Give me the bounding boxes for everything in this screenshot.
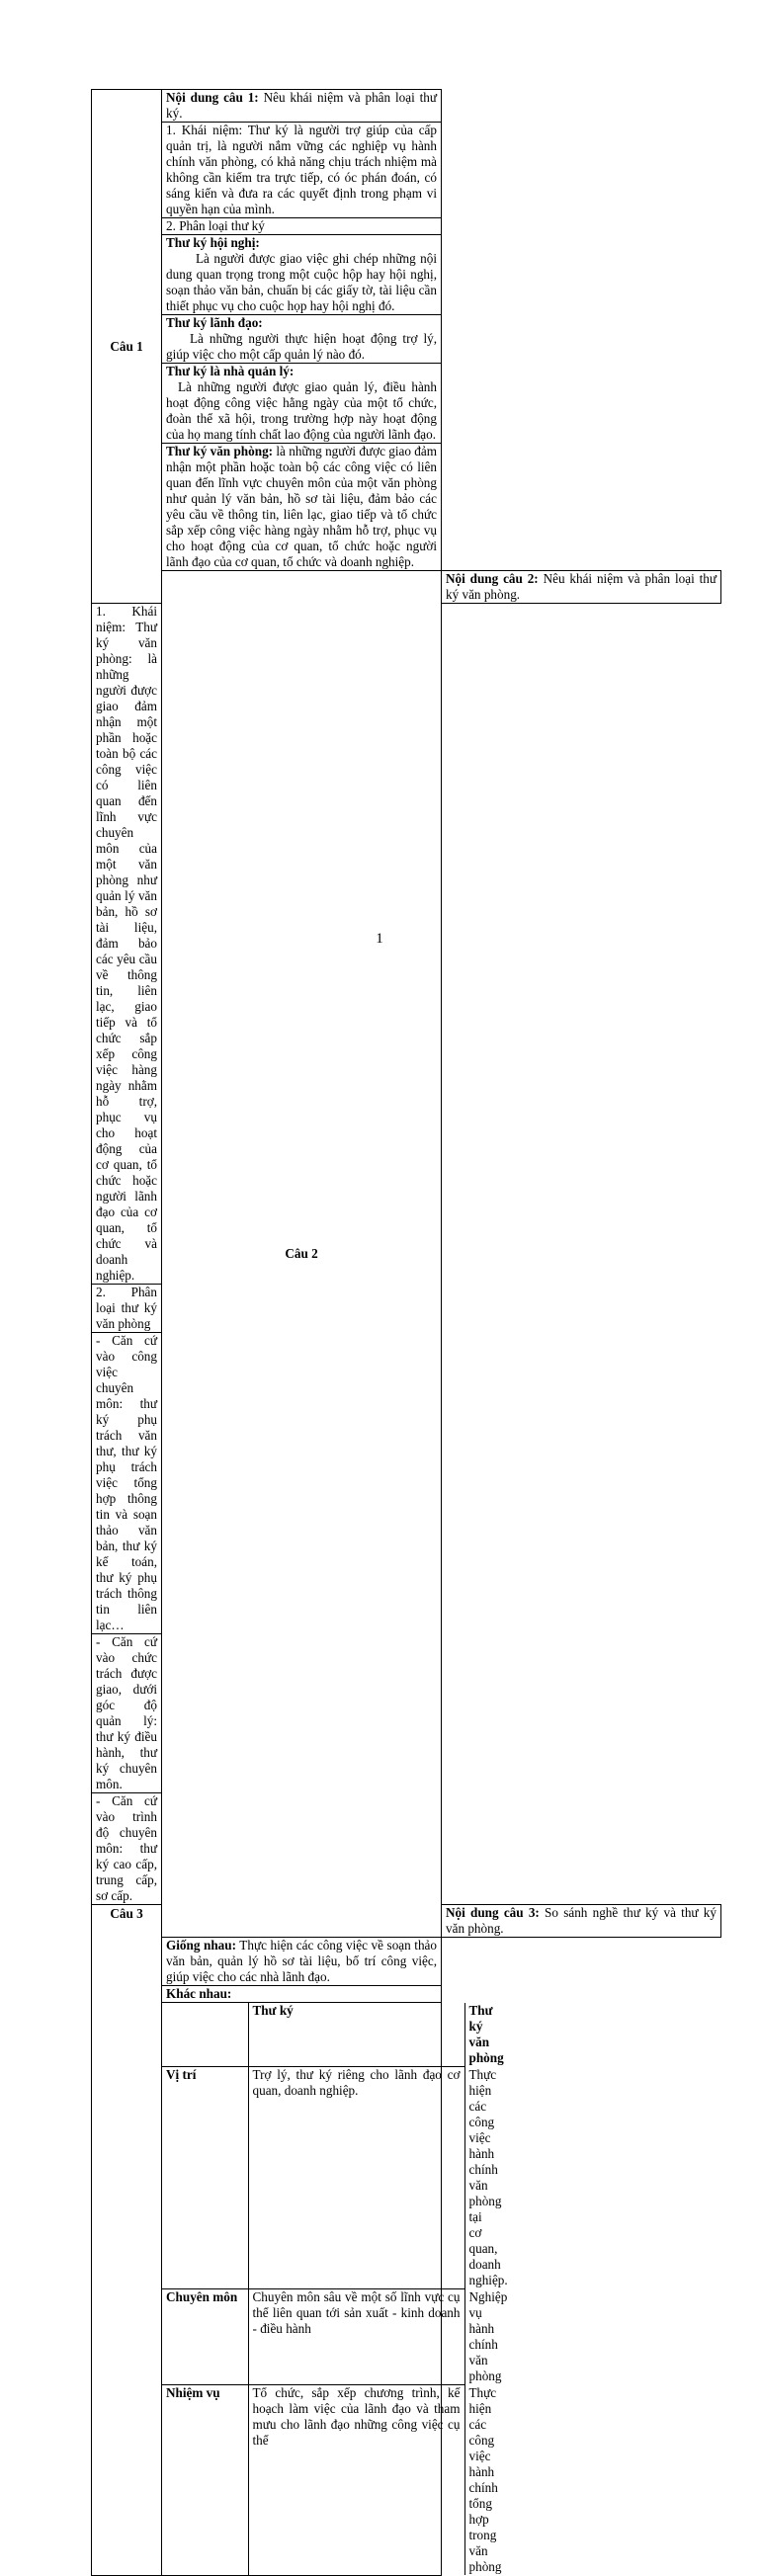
q3-title bbox=[442, 1905, 721, 1938]
q1-manager bbox=[162, 364, 442, 444]
q3-label: Câu 3 bbox=[92, 1905, 162, 2576]
q1-conference bbox=[162, 235, 442, 315]
q1-manager-body: Là những người được giao quản lý, điều hành hoạt động công việc hằng ngày của một tổ chức, đoàn thể xã hội, trong trường hợp này hoạt động của họ mang tính chất lao động của người lãnh đạo. bbox=[166, 379, 437, 442]
q3-same-body: Thực hiện các công việc về soạn thảo văn bản, quản lý hồ sơ tài liệu, bố trí công việc, giúp việc cho các nhà lãnh đạo. bbox=[166, 1938, 437, 1984]
q3-title-rest: So sánh nghề thư ký và thư ký văn phòng. bbox=[446, 1905, 717, 1936]
q3-title-bold: Nội dung câu 3: bbox=[446, 1905, 540, 1920]
q1-concept: 1. Khái niệm: Thư ký là người trợ giúp của cấp quản trị, là người nắm vững các nghiệp vụ hành chính văn phòng, có khả năng chịu trách nhiệm mà không cần kiểm tra trực tiếp, có óc phán đoán, có sáng kiến và đưa ra các quyết định trong phạm vi quyền hạn của mình. bbox=[162, 123, 442, 218]
compare-row-label: Vị trí bbox=[162, 2067, 248, 2289]
q3-same bbox=[162, 1938, 442, 1986]
compare-row-position: Vị trí Trợ lý, thư ký riêng cho lãnh đạo cơ quan, doanh nghiệp. Thực hiện các công việc hành chính văn phòng tại cơ quan, doanh nghiệp. bbox=[162, 2067, 464, 2289]
q3-compare-cell bbox=[162, 2003, 508, 2576]
q1-leader-body: Là những người thực hiện hoạt động trợ lý, giúp việc cho một cấp quản lý nào đó. bbox=[166, 331, 437, 362]
compare-table bbox=[162, 2003, 508, 2575]
q2-classify: 2. Phân loại thư ký văn phòng bbox=[92, 1285, 162, 1333]
compare-header-row: Thư ký Thư ký văn phòng bbox=[162, 2003, 464, 2067]
q2-concept: 1. Khái niệm: Thư ký văn phòng: là những người được giao đảm nhận một phần hoặc toàn bộ các công việc có liên quan đến lĩnh vực chuyên môn của một văn phòng như quản lý văn bản, hồ sơ tài liệu, đảm bảo các yêu cầu về thông tin, liên lạc, giao tiếp và tổ chức sắp xếp công việc hàng ngày nhằm hỗ trợ, phục vụ cho hoạt động của cơ quan, tổ chức hoặc người lãnh đạo của cơ quan, tổ chức và doanh nghiệp. bbox=[92, 604, 162, 1285]
q1-label: Câu 1 bbox=[92, 90, 162, 604]
page-number: 1 bbox=[376, 931, 383, 947]
main-table bbox=[91, 89, 721, 2576]
q2-item-1: - Căn cứ vào công việc chuyên môn: thư ký phụ trách văn thư, thư ký phụ trách việc tổng hợp thông tin và soạn thảo văn bản, thư ký kế toán, thư ký phụ trách thông tin liên lạc… bbox=[92, 1333, 162, 1634]
q1-leader-head: Thư ký lãnh đạo: bbox=[166, 315, 263, 330]
q2-title bbox=[442, 571, 721, 604]
q1-manager-head: Thư ký là nhà quản lý: bbox=[166, 364, 295, 378]
compare-row-label: Chuyên môn bbox=[162, 2289, 248, 2385]
compare-cell-a: Trợ lý, thư ký riêng cho lãnh đạo cơ quan, doanh nghiệp. bbox=[248, 2067, 464, 2289]
document-table-container bbox=[91, 89, 721, 2576]
q2-item-2: - Căn cứ vào chức trách được giao, dưới góc độ quản lý: thư ký điều hành, thư ký chuyên môn. bbox=[92, 1634, 162, 1793]
q1-title-bold: Nội dung câu 1: bbox=[166, 90, 259, 105]
compare-header-col1: Thư ký bbox=[248, 2003, 464, 2067]
q1-title-row bbox=[92, 90, 721, 123]
q3-same-head: Giống nhau: bbox=[166, 1938, 236, 1953]
compare-cell-a: Tổ chức, sắp xếp chương trình, kế hoạch làm việc của lãnh đạo và tham mưu cho lãnh đạo những công việc cụ thể bbox=[248, 2385, 464, 2576]
q1-classify: 2. Phân loại thư ký bbox=[162, 218, 442, 235]
compare-header-empty bbox=[162, 2003, 248, 2067]
q2-title-bold: Nội dung câu 2: bbox=[446, 571, 539, 586]
compare-row-duty: Nhiệm vụ Tổ chức, sắp xếp chương trình, kế hoạch làm việc của lãnh đạo và tham mưu cho lãnh đạo những công việc cụ thể Thực hiện các công việc hành chính tổng hợp trong văn phòng bbox=[162, 2385, 464, 2576]
q2-title-rest: Nêu khái niệm và phân loại thư ký văn phòng. bbox=[446, 571, 717, 602]
compare-row-label: Nhiệm vụ bbox=[162, 2385, 248, 2576]
q1-title bbox=[162, 90, 442, 123]
compare-cell-a: Chuyên môn sâu về một số lĩnh vực cụ thể liên quan tới sản xuất - kinh doanh - điều hành bbox=[248, 2289, 464, 2385]
q2-title-row bbox=[92, 571, 721, 604]
q1-office-body: là những người được giao đảm nhận một phần hoặc toàn bộ các công việc có liên quan đến lĩnh vực chuyên môn của một văn phòng như quản lý văn bản, hồ sơ tài liệu, đảm bảo các yêu cầu về thông tin, liên lạc, giao tiếp và tổ chức sắp xếp công việc hàng ngày nhằm hỗ trợ, phục vụ cho hoạt động của cơ quan, tổ chức hoặc người lãnh đạo của cơ quan, tổ chức và doanh nghiệp. bbox=[166, 444, 438, 569]
q1-leader bbox=[162, 315, 442, 364]
q1-office-head: Thư ký văn phòng: bbox=[166, 444, 274, 458]
q1-conference-body: Là người được giao việc ghi chép những nội dung quan trọng trong một cuộc hộp hay hội nghị, soạn thảo văn bản, chuẩn bị các giấy tờ, tài liệu cần thiết phục vụ cho cuộc họp hay hội nghị đó. bbox=[166, 251, 437, 313]
compare-row-specialty: Chuyên môn Chuyên môn sâu về một số lĩnh vực cụ thể liên quan tới sản xuất - kinh doanh - điều hành Nghiệp vụ hành chính văn phòng bbox=[162, 2289, 464, 2385]
q1-title-rest: Nêu khái niệm và phân loại thư ký. bbox=[166, 90, 437, 121]
q1-conference-head: Thư ký hội nghị: bbox=[166, 235, 260, 250]
q3-diff-head: Khác nhau: bbox=[162, 1986, 442, 2003]
q2-label: Câu 2 bbox=[162, 571, 442, 1938]
q1-office bbox=[162, 444, 442, 571]
q2-item-3: - Căn cứ vào trình độ chuyên môn: thư ký cao cấp, trung cấp, sơ cấp. bbox=[92, 1793, 162, 1905]
